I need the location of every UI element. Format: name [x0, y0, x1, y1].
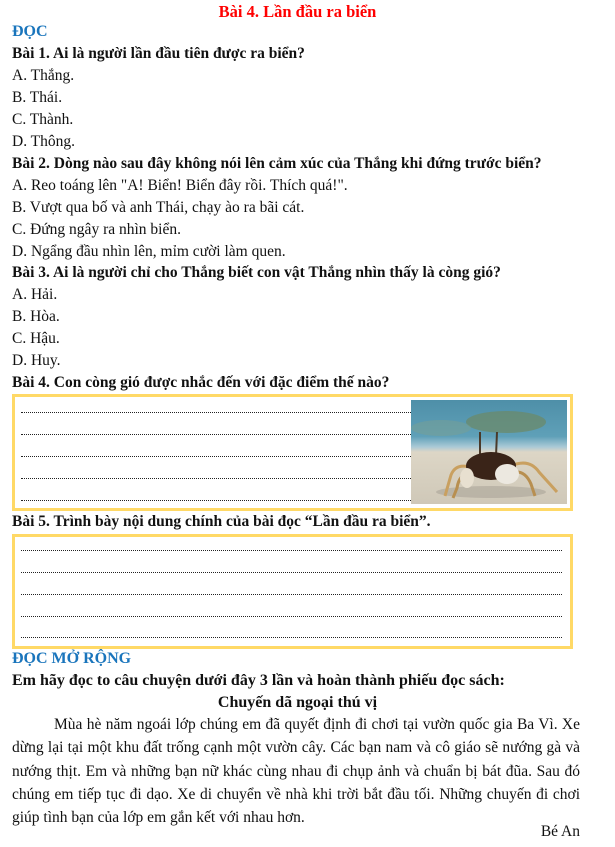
answer-line[interactable] — [21, 572, 562, 573]
q2-option-d: D. Ngẩng đầu nhìn lên, mỉm cười làm quen. — [12, 243, 286, 260]
answer-line[interactable] — [21, 616, 562, 617]
q3-option-b: B. Hòa. — [12, 308, 60, 325]
question-prompt: Trình bày nội dung chính của bài đọc “Lần đầu ra biển”. — [53, 513, 431, 530]
q3-option-d: D. Huy. — [12, 352, 61, 369]
answer-line[interactable] — [21, 594, 562, 595]
question-1 — [12, 44, 305, 64]
q2-option-c: C. Đứng ngây ra nhìn biển. — [12, 221, 181, 238]
answer-line[interactable] — [21, 412, 421, 413]
answer-box-q5[interactable] — [12, 534, 573, 649]
answer-line[interactable] — [21, 637, 562, 638]
q1-option-c: C. Thành. — [12, 111, 74, 128]
q3-option-c: C. Hậu. — [12, 330, 60, 347]
page-title: Bài 4. Lần đầu ra biển — [218, 2, 377, 21]
q3-option-a: A. Hải. — [12, 286, 58, 303]
question-label: Bài 2. — [12, 155, 50, 172]
answer-box-q4[interactable] — [12, 394, 573, 511]
extended-reading-instruction: Em hãy đọc to câu chuyện dưới đây 3 lần và hoàn thành phiếu đọc sách: — [12, 672, 505, 689]
question-5 — [12, 512, 431, 532]
question-2 — [12, 154, 542, 174]
section-heading-extended-reading: ĐỌC MỞ RỘNG — [12, 650, 132, 667]
answer-line[interactable] — [21, 456, 421, 457]
question-prompt: Ai là người lần đầu tiên được ra biển? — [52, 45, 305, 62]
story-title: Chuyến dã ngoại thú vị — [217, 694, 378, 711]
ghost-crab-image — [411, 400, 567, 504]
answer-line[interactable] — [21, 478, 421, 479]
q1-option-d: D. Thông. — [12, 133, 76, 150]
answer-line[interactable] — [21, 500, 421, 501]
question-label: Bài 1. — [12, 45, 50, 62]
question-label: Bài 4. — [12, 374, 50, 391]
q2-option-a: A. Reo toáng lên "A! Biển! Biển đây rồi. Thích quá!". — [12, 177, 348, 194]
story-text — [12, 713, 580, 829]
q1-option-b: B. Thái. — [12, 89, 63, 106]
section-heading-reading: ĐỌC — [12, 23, 48, 40]
story-author: Bé An — [540, 823, 580, 840]
question-4 — [12, 373, 389, 393]
answer-line[interactable] — [21, 434, 421, 435]
question-label: Bài 3. — [12, 264, 50, 281]
q2-option-b: B. Vượt qua bố và anh Thái, chạy ào ra bãi cát. — [12, 199, 305, 216]
question-prompt: Con còng gió được nhắc đến với đặc điểm thế nào? — [53, 374, 390, 391]
q1-option-a: A. Thắng. — [12, 67, 75, 84]
question-prompt: Ai là người chỉ cho Thắng biết con vật Thắng nhìn thấy là còng gió? — [52, 264, 501, 281]
story-body: Mùa hè năm ngoái lớp chúng em đã quyết định đi chơi tại vườn quốc gia Ba Vì. Xe dừng lại tại một khu đất trống cạnh một vườn cây. Các bạn nam và cô giáo sẽ nướng gà và nướng thịt. Em và những bạn nữ khác cùng nhau đi chụp ảnh và chuẩn bị bát đũa. Sau đó chúng em tiếp tục đi dạo. Xe di chuyển về nhà khi trời bắt đầu tối. Những chuyến đi chơi giúp tình bạn của lớp em gắn kết với nhau hơn. — [12, 716, 580, 827]
question-3 — [12, 263, 501, 283]
answer-line[interactable] — [21, 550, 562, 551]
question-label: Bài 5. — [12, 513, 50, 530]
question-prompt: Dòng nào sau đây không nói lên cảm xúc của Thắng khi đứng trước biển? — [53, 155, 542, 172]
